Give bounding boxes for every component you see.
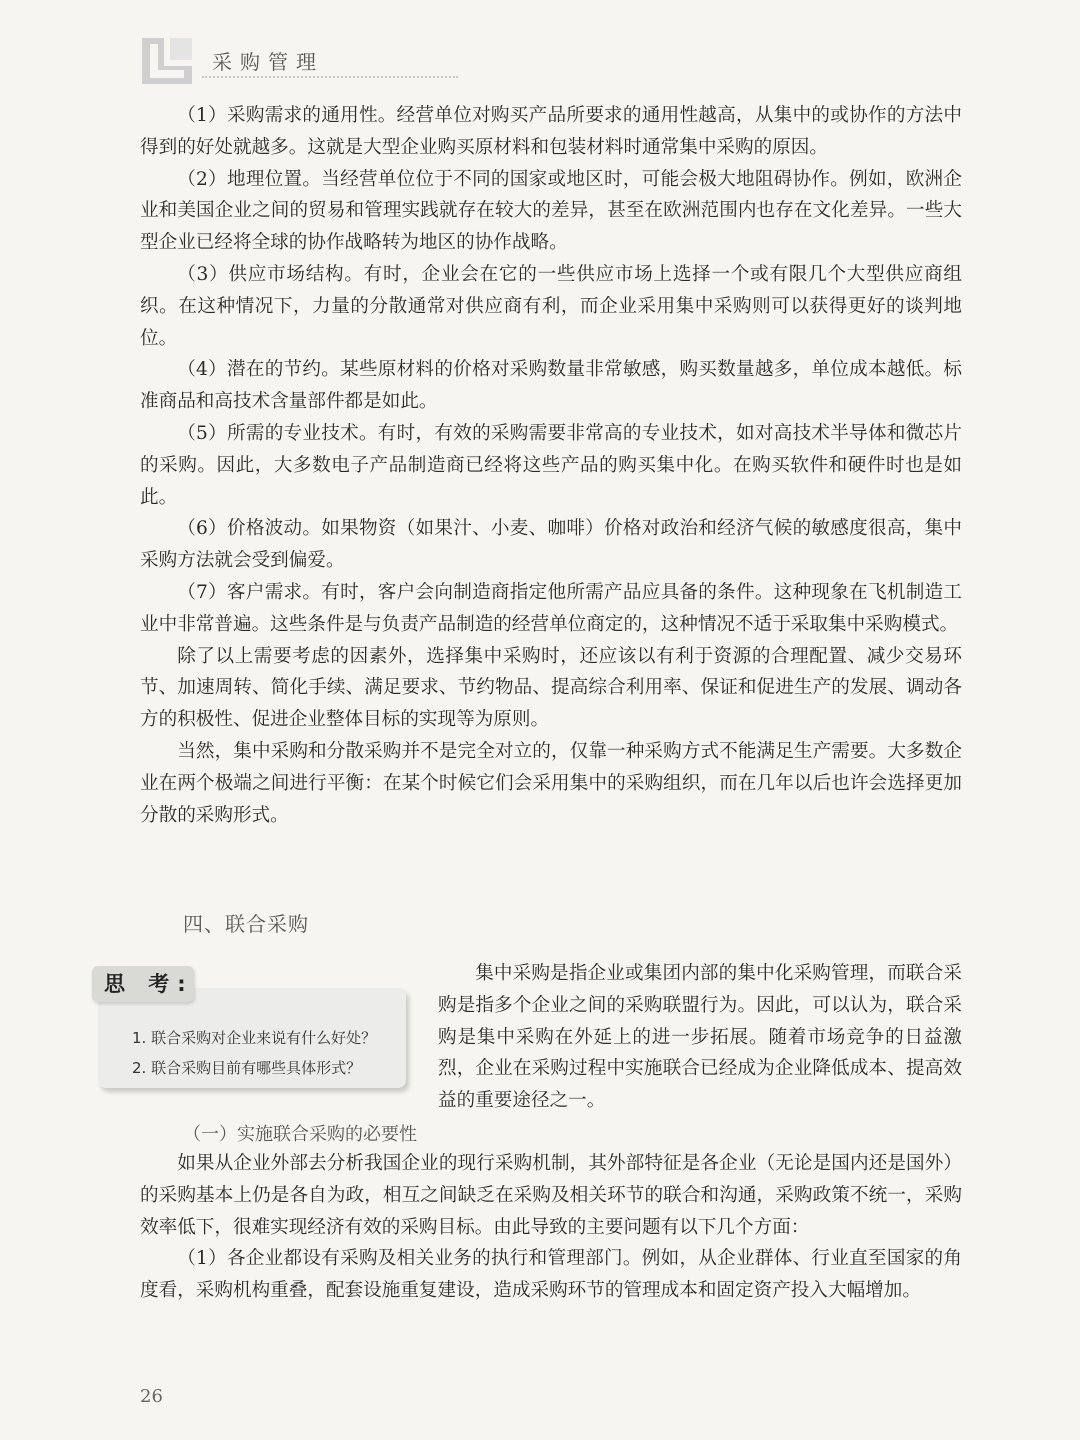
think-label: 思 考: (92, 966, 194, 1002)
running-header (140, 36, 460, 92)
paragraph: （2）地理位置。当经营单位位于不同的国家或地区时，可能会极大地阻碍协作。例如，欧洲企业和美国企业之间的贸易和管理实践就存在较大的差异，甚至在欧洲范围内也存在文化差异。一些大型企业已经将全球的协作战略转为地区的协作战略。 (140, 168, 962, 254)
paragraph: 集中采购是指企业或集团内部的集中化采购管理，而联合采购是指多个企业之间的采购联盟行为。因此，可以认为，联合采购是集中采购在外延上的进一步拓展。随着市场竞争的日益激烈，企业在采购过程中实施联合已经成为企业降低成本、提高效益的重要途径之一。 (438, 963, 962, 1112)
lower-body (140, 1148, 962, 1307)
side-body (438, 958, 962, 1117)
paragraph: 如果从企业外部去分析我国企业的现行采购机制，其外部特征是各企业（无论是国内还是国外）的采购基本上仍是各自为政，相互之间缺乏在采购及相关环节的联合和沟通，采购政策不统一，采购效率低下，很难实现经济有效的采购目标。由此导致的主要问题有以下几个方面： (140, 1153, 962, 1238)
think-question-2: 2. 联合采购目前有哪些具体形式？ (132, 1059, 362, 1077)
think-box (92, 966, 408, 1090)
paragraph: （7）客户需求。有时，客户会向制造商指定他所需产品应具备的条件。这种现象在飞机制造工业中非常普遍。这些条件是与负责产品制造的经营单位商定的，这种情况不适于采取集中采购模式。 (140, 581, 962, 635)
main-body (140, 100, 962, 831)
running-title: 采购管理 (212, 50, 324, 74)
paragraph: （6）价格波动。如果物资（如果汁、小麦、咖啡）价格对政治和经济气候的敏感度很高，集中采购方法就会受到偏爱。 (140, 518, 962, 572)
paragraph: （1）采购需求的通用性。经营单位对购买产品所要求的通用性越高，从集中的或协作的方法中得到的好处就越多。这就是大型企业购买原材料和包装材料时通常集中采购的原因。 (140, 105, 962, 158)
paragraph: （5）所需的专业技术。有时，有效的采购需要非常高的专业技术，如对高技术半导体和微芯片的采购。因此，大多数电子产品制造商已经将这些产品的购买集中化。在购买软件和硬件时也是如此。 (140, 422, 962, 508)
header-divider (202, 76, 458, 78)
think-question-1: 1. 联合采购对企业来说有什么好处？ (132, 1029, 377, 1047)
paragraph: （1）各企业都设有采购及相关业务的执行和管理部门。例如，从企业群体、行业直至国家的角度看，采购机构重叠，配套设施重复建设，造成采购环节的管理成本和固定资产投入大幅增加。 (140, 1248, 962, 1302)
page-number: 26 (140, 1386, 163, 1407)
paragraph: 除了以上需要考虑的因素外，选择集中采购时，还应该以有利于资源的合理配置、减少交易环节、加速周转、简化手续、满足要求、节约物品、提高综合利用率、保证和促进生产的发展、调动各方的积极性、促进企业整体目标的实现等为原则。 (140, 645, 962, 731)
subsection-heading: （一）实施联合采购的必要性 (183, 1124, 417, 1145)
chapter-logo-icon (140, 36, 196, 88)
paragraph: （3）供应市场结构。有时，企业会在它的一些供应市场上选择一个或有限几个大型供应商组织。在这种情况下，力量的分散通常对供应商有利，而企业采用集中采购则可以获得更好的谈判地位。 (140, 263, 962, 349)
paragraph: 当然，集中采购和分散采购并不是完全对立的，仅靠一种采购方式不能满足生产需要。大多数企业在两个极端之间进行平衡：在某个时候它们会采用集中的采购组织，而在几年以后也许会选择更加分散的采购形式。 (140, 740, 962, 826)
section-heading: 四、联合采购 (183, 912, 309, 936)
paragraph: （4）潜在的节约。某些原材料的价格对采购数量非常敏感，购买数量越多，单位成本越低。标准商品和高技术含量部件都是如此。 (140, 359, 962, 413)
